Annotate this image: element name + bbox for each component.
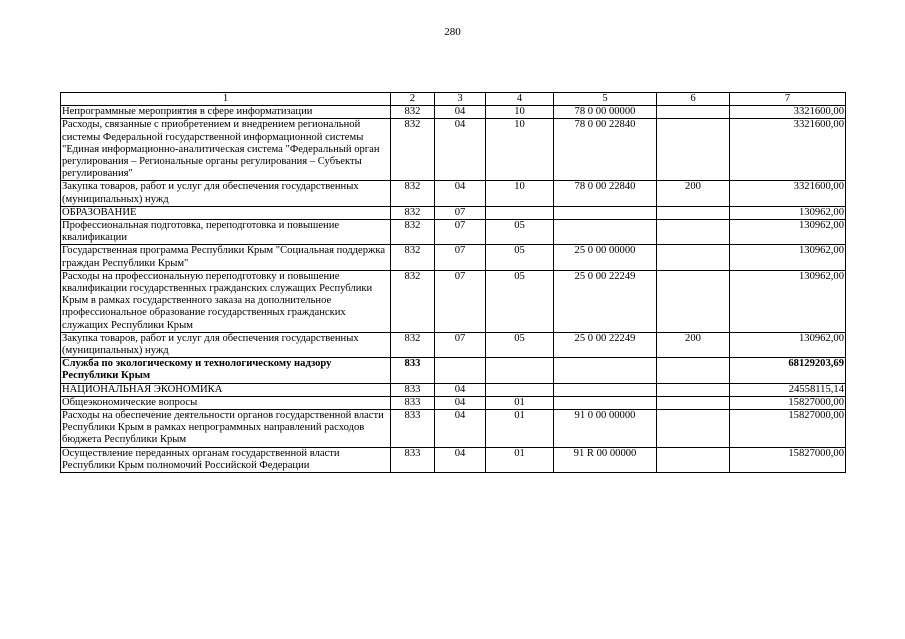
ved-code-cell: 832 xyxy=(391,119,435,181)
item-name-cell: Профессиональная подготовка, переподготовка и повышение квалификации xyxy=(61,220,391,245)
target-article-cell: 78 0 00 22840 xyxy=(554,119,657,181)
ved-code-cell: 832 xyxy=(391,220,435,245)
amount-cell: 3321600,00 xyxy=(730,106,846,119)
table-row xyxy=(61,181,846,206)
target-article-cell xyxy=(554,220,657,245)
item-name-cell: Расходы на обеспечение деятельности органов государственной власти Республики Крым в рамках непрограммных направлений расходов бюджета Республики Крым xyxy=(61,410,391,448)
ved-code-cell: 832 xyxy=(391,245,435,270)
ved-code-cell: 832 xyxy=(391,206,435,219)
section-code-cell: 04 xyxy=(435,181,486,206)
section-code-cell: 07 xyxy=(435,220,486,245)
column-number-5: 5 xyxy=(554,93,657,106)
column-number-4: 4 xyxy=(486,93,554,106)
amount-cell: 3321600,00 xyxy=(730,181,846,206)
table-row xyxy=(61,106,846,119)
expense-type-cell: 200 xyxy=(657,332,730,357)
target-article-cell: 78 0 00 22840 xyxy=(554,181,657,206)
table-row xyxy=(61,332,846,357)
subsection-code-cell: 10 xyxy=(486,106,554,119)
section-code-cell: 04 xyxy=(435,106,486,119)
expense-type-cell xyxy=(657,206,730,219)
column-number-3: 3 xyxy=(435,93,486,106)
table-row xyxy=(61,270,846,332)
column-number-2: 2 xyxy=(391,93,435,106)
item-name-cell: Общеэкономические вопросы xyxy=(61,396,391,409)
table-row xyxy=(61,245,846,270)
column-number-6: 6 xyxy=(657,93,730,106)
ved-code-cell: 833 xyxy=(391,447,435,472)
amount-cell: 15827000,00 xyxy=(730,396,846,409)
ved-code-cell: 832 xyxy=(391,270,435,332)
subsection-code-cell: 01 xyxy=(486,410,554,448)
section-code-cell xyxy=(435,358,486,383)
ved-code-cell: 832 xyxy=(391,106,435,119)
section-code-cell: 04 xyxy=(435,447,486,472)
item-name-cell: Государственная программа Республики Крым "Социальная поддержка граждан Республики Крым" xyxy=(61,245,391,270)
ved-code-cell: 833 xyxy=(391,396,435,409)
item-name-cell: Служба по экологическому и технологическому надзору Республики Крым xyxy=(61,358,391,383)
expense-type-cell xyxy=(657,410,730,448)
ved-code-cell: 832 xyxy=(391,181,435,206)
item-name-cell: Расходы, связанные с приобретением и внедрением региональной системы Федеральной государственной информационной системы "Единая информационно-аналитическая система "Федеральный орган регулирования – Региональные органы регулирования – Субъекты регулирования" xyxy=(61,119,391,181)
subsection-code-cell xyxy=(486,358,554,383)
item-name-cell: Закупка товаров, работ и услуг для обеспечения государственных (муниципальных) нужд xyxy=(61,332,391,357)
target-article-cell xyxy=(554,206,657,219)
expense-type-cell xyxy=(657,245,730,270)
amount-cell: 130962,00 xyxy=(730,206,846,219)
section-code-cell: 07 xyxy=(435,270,486,332)
section-code-cell: 04 xyxy=(435,396,486,409)
page-number: 280 xyxy=(444,26,461,38)
item-name-cell: Закупка товаров, работ и услуг для обеспечения государственных (муниципальных) нужд xyxy=(61,181,391,206)
target-article-cell: 91 0 00 00000 xyxy=(554,410,657,448)
target-article-cell xyxy=(554,358,657,383)
table-row xyxy=(61,358,846,383)
amount-cell: 130962,00 xyxy=(730,220,846,245)
ved-code-cell: 833 xyxy=(391,383,435,396)
table-row xyxy=(61,396,846,409)
ved-code-cell: 833 xyxy=(391,410,435,448)
subsection-code-cell: 01 xyxy=(486,447,554,472)
expense-type-cell: 200 xyxy=(657,181,730,206)
ved-code-cell: 833 xyxy=(391,358,435,383)
header-row xyxy=(61,93,846,106)
ved-code-cell: 832 xyxy=(391,332,435,357)
amount-cell: 130962,00 xyxy=(730,332,846,357)
target-article-cell: 91 R 00 00000 xyxy=(554,447,657,472)
target-article-cell xyxy=(554,383,657,396)
target-article-cell: 25 0 00 22249 xyxy=(554,270,657,332)
subsection-code-cell xyxy=(486,383,554,396)
table-row xyxy=(61,206,846,219)
expense-type-cell xyxy=(657,220,730,245)
table-row xyxy=(61,410,846,448)
target-article-cell xyxy=(554,396,657,409)
item-name-cell: Непрограммные мероприятия в сфере информатизации xyxy=(61,106,391,119)
expense-type-cell xyxy=(657,106,730,119)
budget-table xyxy=(60,92,846,473)
target-article-cell: 25 0 00 00000 xyxy=(554,245,657,270)
amount-cell: 130962,00 xyxy=(730,270,846,332)
item-name-cell: Осуществление переданных органам государственной власти Республики Крым полномочий Российской Федерации xyxy=(61,447,391,472)
item-name-cell: НАЦИОНАЛЬНАЯ ЭКОНОМИКА xyxy=(61,383,391,396)
section-code-cell: 04 xyxy=(435,383,486,396)
amount-cell: 130962,00 xyxy=(730,245,846,270)
table-row xyxy=(61,119,846,181)
subsection-code-cell: 10 xyxy=(486,119,554,181)
table-row xyxy=(61,220,846,245)
item-name-cell: ОБРАЗОВАНИЕ xyxy=(61,206,391,219)
table-body xyxy=(61,93,846,473)
subsection-code-cell: 05 xyxy=(486,332,554,357)
expense-type-cell xyxy=(657,383,730,396)
amount-cell: 15827000,00 xyxy=(730,410,846,448)
subsection-code-cell: 10 xyxy=(486,181,554,206)
section-code-cell: 04 xyxy=(435,410,486,448)
amount-cell: 15827000,00 xyxy=(730,447,846,472)
subsection-code-cell xyxy=(486,206,554,219)
expense-type-cell xyxy=(657,270,730,332)
subsection-code-cell: 05 xyxy=(486,270,554,332)
amount-cell: 24558115,14 xyxy=(730,383,846,396)
subsection-code-cell: 05 xyxy=(486,220,554,245)
target-article-cell: 78 0 00 00000 xyxy=(554,106,657,119)
expense-type-cell xyxy=(657,358,730,383)
column-number-7: 7 xyxy=(730,93,846,106)
item-name-cell: Расходы на профессиональную переподготовку и повышение квалификации государственных гражданских служащих Республики Крым в рамках государственного заказа на дополнительное профессиональное образование государственных гражданских служащих Республики Крым xyxy=(61,270,391,332)
amount-cell: 68129203,69 xyxy=(730,358,846,383)
expense-type-cell xyxy=(657,447,730,472)
table-row xyxy=(61,383,846,396)
section-code-cell: 07 xyxy=(435,245,486,270)
section-code-cell: 04 xyxy=(435,119,486,181)
expense-type-cell xyxy=(657,396,730,409)
amount-cell: 3321600,00 xyxy=(730,119,846,181)
section-code-cell: 07 xyxy=(435,206,486,219)
section-code-cell: 07 xyxy=(435,332,486,357)
target-article-cell: 25 0 00 22249 xyxy=(554,332,657,357)
table-row xyxy=(61,447,846,472)
expense-type-cell xyxy=(657,119,730,181)
subsection-code-cell: 01 xyxy=(486,396,554,409)
subsection-code-cell: 05 xyxy=(486,245,554,270)
column-number-1: 1 xyxy=(61,93,391,106)
